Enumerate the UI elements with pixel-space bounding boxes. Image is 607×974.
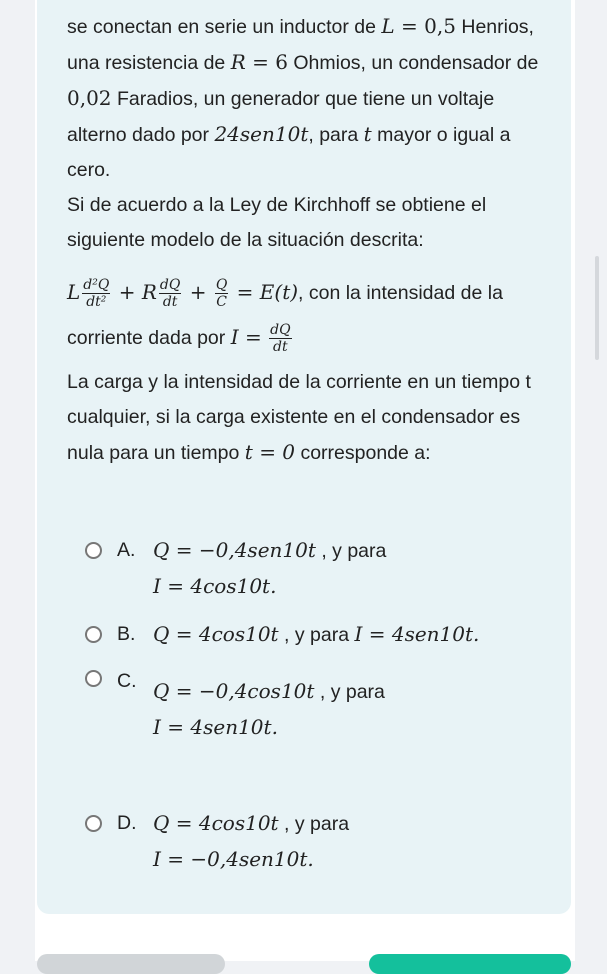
option-label: D. (117, 812, 137, 834)
text: corresponde a: (295, 442, 431, 464)
numerator: Q (215, 277, 228, 294)
denominator: dt (162, 294, 178, 311)
text: , y para (278, 624, 355, 646)
math: R (141, 280, 157, 304)
math: = 6 (245, 50, 288, 74)
problem-statement (67, 9, 547, 188)
denominator: C (216, 294, 227, 311)
text: , y para (314, 681, 385, 703)
math: t = 0 (244, 440, 296, 464)
previous-button[interactable] (37, 954, 225, 974)
scrollbar[interactable] (595, 256, 599, 360)
text: , y para (278, 813, 350, 835)
text: se conectan en serie un inductor de (67, 16, 382, 38)
math: I = 4cos10t. (153, 574, 277, 598)
radio-button[interactable] (85, 670, 102, 687)
text: , con la intensidad de la corriente dada por (67, 282, 503, 349)
math: = E(t) (230, 280, 299, 304)
option-label: C. (117, 670, 137, 692)
denominator: dt (273, 339, 288, 356)
denominator: dt² (86, 294, 107, 311)
math: t (363, 122, 372, 146)
next-button[interactable] (369, 954, 571, 974)
text: La carga y la intensidad de la corriente en un tiempo t cualquier, si la carga existente en el condensador es nula para un tiempo (67, 371, 531, 464)
differential-equation (67, 270, 547, 360)
math: + (112, 280, 142, 304)
kirchhoff-intro: Si de acuerdo a la Ley de Kirchhoff se obtiene el siguiente modelo de la situación descrita: (67, 194, 487, 251)
fraction (82, 277, 110, 310)
option-label: B. (117, 623, 136, 645)
text: Faradios, un generador que tiene un voltaje alterno dado por (67, 88, 495, 146)
numerator: dQ (270, 322, 291, 339)
radio-button[interactable] (85, 815, 102, 832)
math: 0,02 (67, 86, 112, 110)
radio-button[interactable] (85, 626, 102, 643)
fraction (269, 322, 291, 355)
text: mayor o igual a cero. (67, 124, 511, 181)
math: I = −0,4sen10t. (153, 847, 314, 871)
math: = 0,5 (394, 14, 456, 38)
math: L (381, 14, 395, 38)
numerator: d²Q (83, 277, 110, 294)
math: L (67, 280, 81, 304)
option-label: A. (117, 539, 136, 561)
math: I = 4sen10t. (153, 715, 278, 739)
question-text (67, 365, 547, 471)
quiz-page (35, 0, 575, 961)
text: Henrios, una resistencia de (67, 16, 534, 74)
math: Q = −0,4cos10t (153, 679, 315, 703)
question-card (37, 0, 571, 914)
fraction (215, 277, 228, 310)
math: Q = −0,4sen10t (153, 538, 316, 562)
text: Ohmios, un condensador de (287, 52, 539, 74)
text: , para (308, 124, 364, 146)
math: + (183, 280, 213, 304)
numerator: dQ (159, 277, 181, 294)
fraction (159, 277, 181, 310)
radio-button[interactable] (85, 542, 102, 559)
math: Q = 4cos10t (153, 622, 279, 646)
math: Q = 4cos10t (153, 811, 279, 835)
math: R (230, 50, 246, 74)
text: , y para (315, 540, 387, 562)
math: I = 4sen10t. (354, 622, 480, 646)
math: 24sen10t (214, 122, 309, 146)
math: I = (230, 325, 262, 349)
